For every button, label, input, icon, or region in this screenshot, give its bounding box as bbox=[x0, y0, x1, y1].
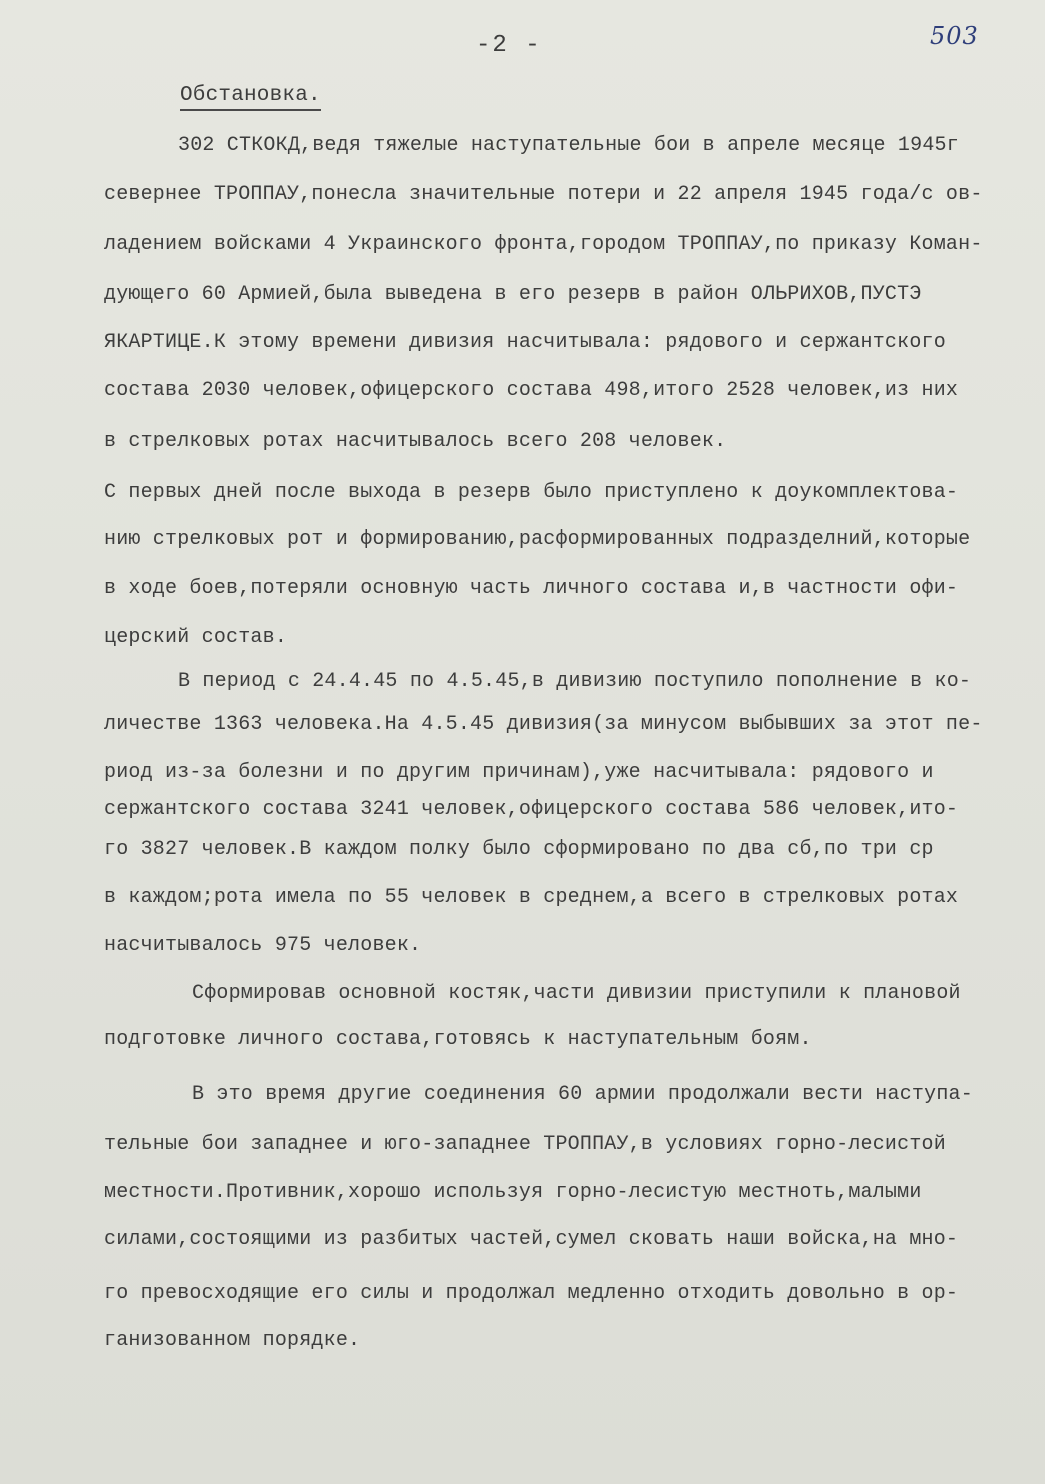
text-line: С первых дней после выхода в резерв было приступлено к доукомплектова- bbox=[104, 481, 959, 504]
text-line: В это время другие соединения 60 армии продолжали вести наступа- bbox=[192, 1083, 973, 1106]
text-line: состава 2030 человек,офицерского состава 498,итого 2528 человек,из них bbox=[104, 379, 959, 402]
text-line: ладением войсками 4 Украинского фронта,городом ТРОППАУ,по приказу Коман- bbox=[104, 233, 983, 256]
text-line: в стрелковых ротах насчитывалось всего 208 человек. bbox=[104, 430, 727, 453]
text-line: насчитывалось 975 человек. bbox=[104, 934, 422, 957]
text-line: сержантского состава 3241 человек,офицерского состава 586 человек,ито- bbox=[104, 798, 959, 821]
text-line: нию стрелковых рот и формированию,расформированных подразделний,которые bbox=[104, 528, 971, 551]
section-heading: Обстановка. bbox=[180, 84, 321, 111]
page-number: -2 - bbox=[476, 32, 542, 59]
text-line: го 3827 человек.В каждом полку было сформировано по два сб,по три ср bbox=[104, 838, 934, 861]
text-line: силами,состоящими из разбитых частей,сумел сковать наши войска,на мно- bbox=[104, 1228, 959, 1251]
text-line: го превосходящие его силы и продолжал медленно отходить довольно в ор- bbox=[104, 1282, 959, 1305]
text-line: В период с 24.4.45 по 4.5.45,в дивизию поступило пополнение в ко- bbox=[178, 670, 972, 693]
text-line: ганизованном порядке. bbox=[104, 1329, 361, 1352]
text-line: в каждом;рота имела по 55 человек в среднем,а всего в стрелковых ротах bbox=[104, 886, 959, 909]
text-line: подготовке личного состава,готовясь к наступательным боям. bbox=[104, 1028, 812, 1051]
text-line: Сформировав основной костяк,части дивизии приступили к плановой bbox=[192, 982, 961, 1005]
text-line: дующего 60 Армией,была выведена в его резерв в район ОЛЬРИХОВ,ПУСТЭ bbox=[104, 283, 922, 306]
text-line: в ходе боев,потеряли основную часть личного состава и,в частности офи- bbox=[104, 577, 959, 600]
text-line: местности.Противник,хорошо используя горно-лесистую местноть,малыми bbox=[104, 1181, 922, 1204]
text-line: церский состав. bbox=[104, 626, 288, 649]
text-line: севернее ТРОППАУ,понесла значительные потери и 22 апреля 1945 года/с ов- bbox=[104, 183, 983, 206]
text-line: личестве 1363 человека.На 4.5.45 дивизия(за минусом выбывших за этот пе- bbox=[104, 713, 983, 736]
text-line: риод из-за болезни и по другим причинам),уже насчитывала: рядового и bbox=[104, 761, 934, 784]
archive-page-number: 503 bbox=[930, 22, 979, 50]
text-line: тельные бои западнее и юго-западнее ТРОППАУ,в условиях горно-лесистой bbox=[104, 1133, 946, 1156]
text-line: 302 СТКОКД,ведя тяжелые наступательные бои в апреле месяце 1945г bbox=[178, 134, 959, 157]
text-line: ЯКАРТИЦЕ.К этому времени дивизия насчитывала: рядового и сержантского bbox=[104, 331, 946, 354]
